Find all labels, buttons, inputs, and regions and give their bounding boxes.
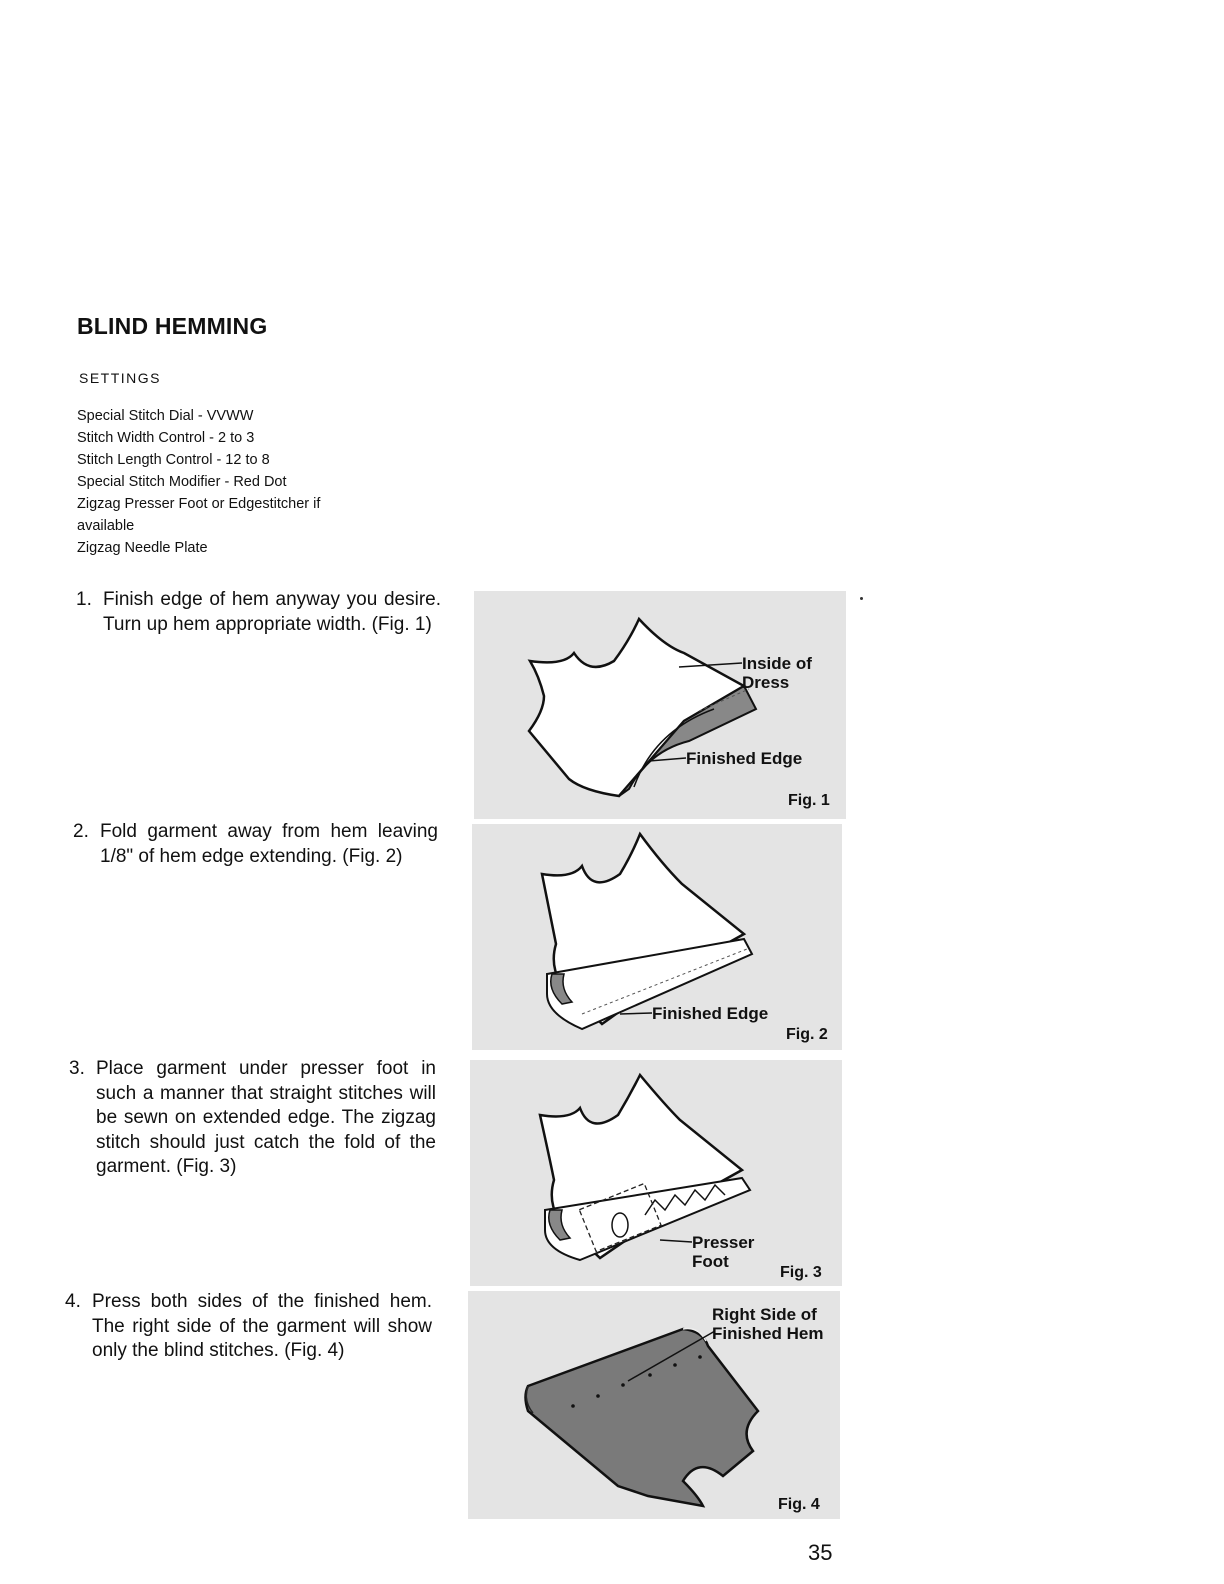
step-number: 2. (73, 821, 89, 842)
fig3-caption: Fig. 3 (780, 1264, 822, 1281)
fig3-label-presser-foot: Presser Foot (692, 1233, 755, 1271)
page-title: BLIND HEMMING (77, 313, 268, 339)
fig3-illustration (470, 1060, 842, 1286)
stray-mark (860, 597, 863, 600)
setting-item: available (77, 518, 135, 534)
setting-item: Stitch Width Control - 2 to 3 (77, 430, 255, 446)
fig1-illustration (474, 591, 846, 819)
setting-item: Stitch Length Control - 12 to 8 (77, 452, 270, 468)
step-number: 3. (69, 1058, 85, 1079)
step-4 (65, 1290, 432, 1364)
setting-item: Zigzag Needle Plate (77, 540, 208, 556)
figure-3 (470, 1060, 842, 1286)
fig4-caption: Fig. 4 (778, 1496, 820, 1513)
settings-heading: SETTINGS (79, 370, 162, 386)
step-text: Press both sides of the finished hem. The right side of the garment will show only the blind stitches. (Fig. 4) (92, 1291, 432, 1361)
step-number: 1. (76, 589, 92, 610)
fig1-label-finished-edge: Finished Edge (686, 749, 803, 768)
fig1-caption: Fig. 1 (788, 792, 830, 809)
step-text: Place garment under presser foot in such a manner that straight stitches will be sewn on extended edge. The zigzag stitch should just catch the fold of the garment. (Fig. 3) (96, 1058, 436, 1177)
fig1-label-inside: Inside of Dress (742, 654, 812, 692)
setting-item: Special Stitch Dial - VVWW (77, 408, 254, 424)
step-text: Finish edge of hem anyway you desire. Turn up hem appropriate width. (Fig. 1) (103, 589, 441, 635)
settings-list (77, 405, 407, 559)
step-1 (76, 588, 441, 637)
figure-4 (468, 1291, 840, 1519)
figure-2 (472, 824, 842, 1050)
figure-1 (474, 591, 846, 819)
fig4-label-right-side: Right Side of Finished Hem (712, 1305, 824, 1343)
setting-item: Zigzag Presser Foot or Edgestitcher if (77, 496, 321, 512)
step-3 (69, 1057, 436, 1180)
setting-item: Special Stitch Modifier - Red Dot (77, 474, 287, 490)
step-text: Fold garment away from hem leaving 1/8" of hem edge extending. (Fig. 2) (100, 821, 438, 867)
fig2-label-finished-edge: Finished Edge (652, 1004, 769, 1023)
fig2-caption: Fig. 2 (786, 1026, 828, 1043)
step-2 (73, 820, 438, 869)
page-number: 35 (808, 1540, 833, 1565)
step-number: 4. (65, 1291, 81, 1312)
